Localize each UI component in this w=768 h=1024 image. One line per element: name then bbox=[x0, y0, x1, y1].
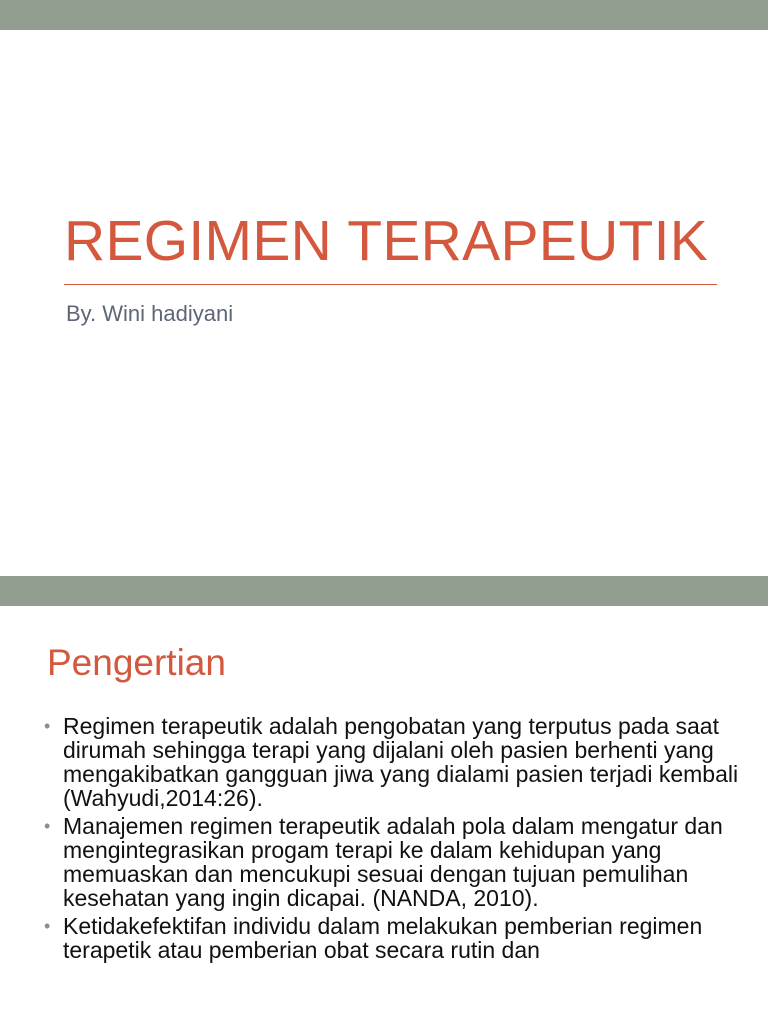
bullet-text: Ketidakefektifan individu dalam melakukan pemberian regimen terapetik atau pemberian obat secara rutin dan bbox=[63, 913, 703, 963]
bullet-icon: • bbox=[44, 716, 51, 736]
slide-2 bbox=[0, 576, 768, 1024]
bullet-item bbox=[44, 714, 744, 810]
slide-subtitle: By. Wini hadiyani bbox=[66, 301, 234, 326]
slide-header-band bbox=[0, 576, 768, 606]
title-underline bbox=[64, 284, 717, 285]
bullet-text: Manajemen regimen terapeutik adalah pola dalam mengatur dan mengintegrasikan progam terapi ke dalam kehidupan yang memuaskan dan mencukupi sesuai dengan tujuan pemulihan kesehatan yang ingin dicapai. (NANDA, 2010). bbox=[63, 813, 723, 911]
bullet-icon: • bbox=[44, 916, 51, 936]
bullet-list bbox=[44, 714, 744, 966]
bullet-icon: • bbox=[44, 816, 51, 836]
section-title: Pengertian bbox=[47, 642, 226, 683]
bullet-item bbox=[44, 914, 744, 962]
bullet-text: Regimen terapeutik adalah pengobatan yang terputus pada saat dirumah sehingga terapi yang dijalani oleh pasien berhenti yang mengakibatkan gangguan jiwa yang dialami pasien terjadi kembali (Wahyudi,2014:26). bbox=[63, 713, 739, 811]
bullet-item bbox=[44, 814, 744, 910]
slide-header-band bbox=[0, 0, 768, 30]
slide-title: REGIMEN TERAPEUTIK bbox=[64, 209, 709, 273]
